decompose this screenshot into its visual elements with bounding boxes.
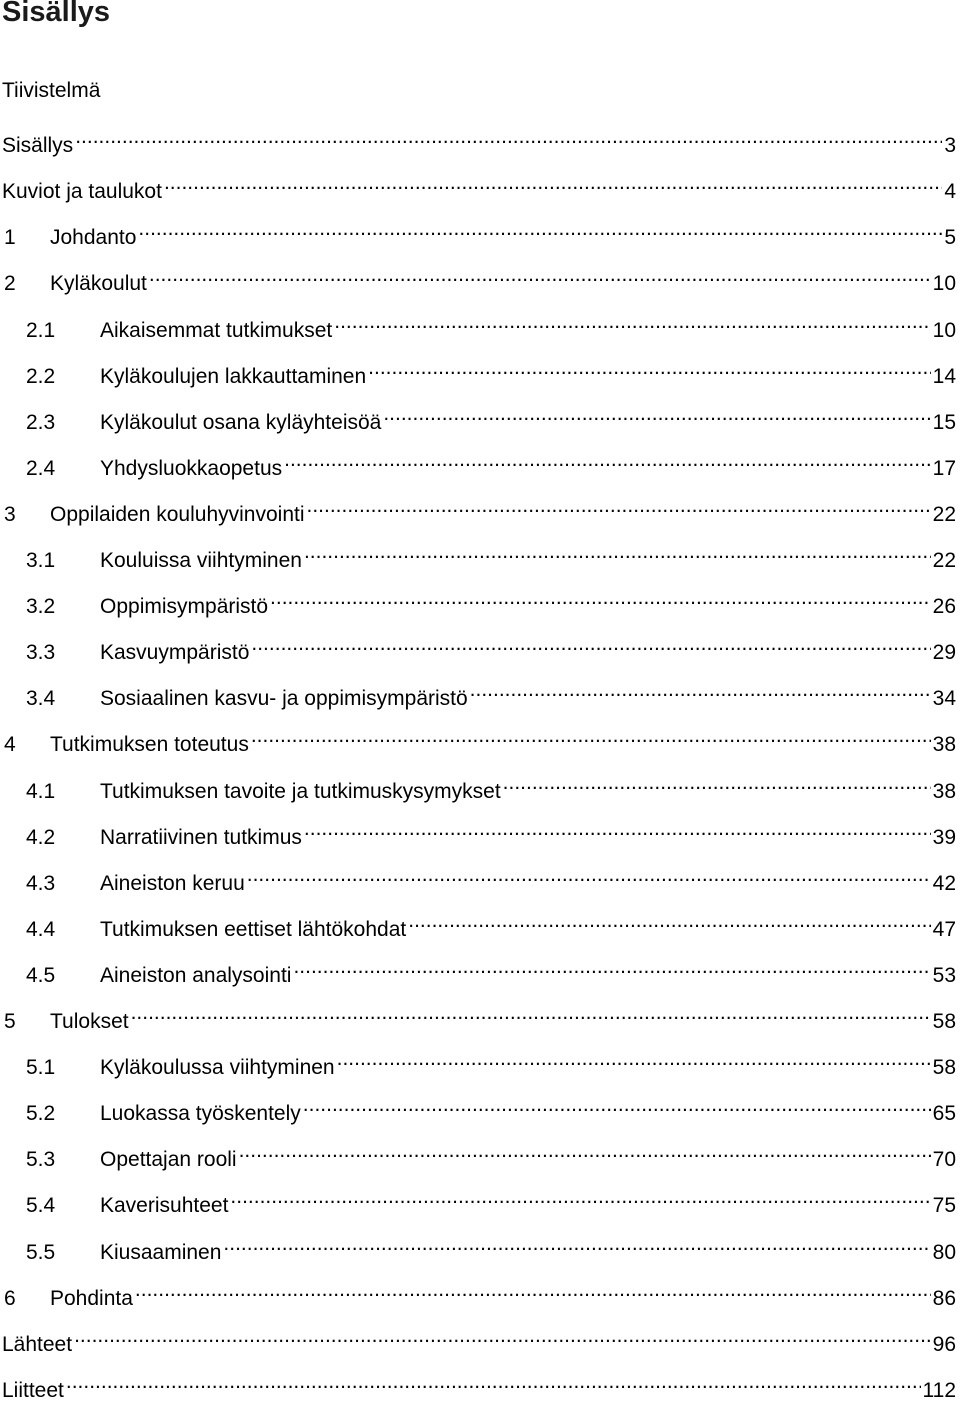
toc-entry[interactable] xyxy=(0,445,958,480)
toc-entry[interactable] xyxy=(0,1044,958,1079)
toc-entry-label: Yhdysluokkaopetus xyxy=(100,457,283,480)
toc-entry[interactable] xyxy=(0,952,958,987)
toc-dot-leader xyxy=(304,814,931,844)
toc-entry[interactable] xyxy=(0,906,958,941)
toc-entry-label: Kaverisuhteet xyxy=(100,1194,229,1217)
toc-entry-label: Tulokset xyxy=(50,1010,129,1033)
toc-entry-label: Kuviot ja taulukot xyxy=(2,180,162,203)
toc-entry[interactable] xyxy=(0,168,958,203)
toc-entry-label: Sosiaalinen kasvu- ja oppimisympäristö xyxy=(100,687,468,710)
toc-entry[interactable] xyxy=(0,1229,958,1264)
toc-entry[interactable] xyxy=(0,721,958,756)
toc-entry[interactable] xyxy=(0,675,958,710)
toc-entry-number: 4 xyxy=(4,733,16,756)
toc-entry-label: Opettajan rooli xyxy=(100,1148,237,1171)
toc-entry-label: Kyläkoulut xyxy=(50,272,147,295)
toc-entry[interactable] xyxy=(0,583,958,618)
toc-entry-label: Kasvuympäristö xyxy=(100,641,250,664)
toc-dot-leader xyxy=(223,1229,930,1259)
toc-entry-page-number: 42 xyxy=(932,872,956,895)
toc-entry-page-number: 5 xyxy=(944,226,956,249)
toc-dot-leader xyxy=(135,1275,931,1305)
toc-entry[interactable] xyxy=(0,1367,958,1402)
toc-dot-leader xyxy=(383,399,930,429)
toc-entry-number: 5.5 xyxy=(26,1241,56,1264)
toc-entry[interactable] xyxy=(0,860,958,895)
toc-dot-leader xyxy=(239,1136,931,1166)
toc-entry[interactable] xyxy=(0,814,958,849)
toc-entry-page-number: 47 xyxy=(932,918,956,941)
toc-entry-label: Aikaisemmat tutkimukset xyxy=(100,319,333,342)
toc-dot-leader xyxy=(470,675,931,705)
toc-entry-number: 4.2 xyxy=(26,826,56,849)
toc-entry-page-number: 70 xyxy=(932,1148,956,1171)
toc-entry[interactable] xyxy=(0,998,958,1033)
toc-entry-number: 3.1 xyxy=(26,549,56,572)
toc-entry-number: 3 xyxy=(4,503,16,526)
toc-entry-page-number: 34 xyxy=(932,687,956,710)
toc-entry-page-number: 10 xyxy=(932,319,956,342)
toc-entry[interactable] xyxy=(0,491,958,526)
toc-entry[interactable] xyxy=(0,1275,958,1310)
toc-entry-number: 5 xyxy=(4,1010,16,1033)
toc-dot-leader xyxy=(368,353,930,383)
toc-entry-label: Aineiston keruu xyxy=(100,872,245,895)
toc-dot-leader xyxy=(303,1090,931,1120)
toc-dot-leader xyxy=(270,583,931,613)
toc-entry-page-number: 29 xyxy=(932,641,956,664)
toc-entry-label: Kiusaaminen xyxy=(100,1241,222,1264)
toc-entry-number: 6 xyxy=(4,1287,16,1310)
toc-entry-number: 2 xyxy=(4,272,16,295)
toc-entry[interactable] xyxy=(0,1321,958,1356)
toc-dot-leader xyxy=(66,1367,921,1397)
toc-entry[interactable] xyxy=(0,629,958,664)
toc-entry[interactable] xyxy=(0,307,958,342)
toc-entry[interactable] xyxy=(0,399,958,434)
toc-dot-leader xyxy=(304,537,931,567)
toc-entry-number: 2.3 xyxy=(26,411,56,434)
toc-entry-label: Tutkimuksen eettiset lähtökohdat xyxy=(100,918,407,941)
toc-dot-leader xyxy=(503,768,931,798)
toc-entry-number: 3.4 xyxy=(26,687,56,710)
toc-dot-leader xyxy=(408,906,930,936)
toc-entry-number: 5.2 xyxy=(26,1102,56,1125)
toc-entry-number: 2.1 xyxy=(26,319,56,342)
toc-entry-page-number: 38 xyxy=(932,733,956,756)
toc-dot-leader xyxy=(138,214,942,244)
toc-entry-page-number: 10 xyxy=(932,272,956,295)
toc-dot-leader xyxy=(164,168,942,198)
toc-entry-page-number: 53 xyxy=(932,964,956,987)
toc-entry-number: 5.3 xyxy=(26,1148,56,1171)
toc-entry-page-number: 3 xyxy=(944,134,956,157)
toc-entry-page-number: 22 xyxy=(932,503,956,526)
toc-entry-page-number: 15 xyxy=(932,411,956,434)
toc-dot-leader xyxy=(307,491,931,521)
toc-entry[interactable] xyxy=(0,1090,958,1125)
toc-entry[interactable] xyxy=(0,353,958,388)
toc-entry-number: 3.2 xyxy=(26,595,56,618)
toc-dot-leader xyxy=(247,860,931,890)
toc-entry[interactable] xyxy=(0,76,958,106)
toc-entry-label: Johdanto xyxy=(50,226,137,249)
toc-dot-leader xyxy=(251,721,931,751)
toc-dot-leader xyxy=(334,307,930,337)
toc-entry-page-number: 39 xyxy=(932,826,956,849)
toc-entry[interactable] xyxy=(0,122,958,157)
toc-entry-label: Kyläkoulut osana kyläyhteisöä xyxy=(100,411,382,434)
toc-entry-number: 4.5 xyxy=(26,964,56,987)
toc-entry-label: Aineiston analysointi xyxy=(100,964,292,987)
toc-entry-page-number: 14 xyxy=(932,365,956,388)
toc-dot-leader xyxy=(149,260,931,290)
toc-entry[interactable] xyxy=(0,214,958,249)
toc-entry-label: Oppilaiden kouluhyvinvointi xyxy=(50,503,305,526)
toc-entry-page-number: 38 xyxy=(932,780,956,803)
toc-entry-page-number: 4 xyxy=(944,180,956,203)
toc-dot-leader xyxy=(230,1182,930,1212)
toc-entry-label: Kouluissa viihtyminen xyxy=(100,549,302,572)
toc-entry-label: Kyläkoulujen lakkauttaminen xyxy=(100,365,367,388)
toc-dot-leader xyxy=(131,998,931,1028)
toc-entry-number: 5.4 xyxy=(26,1194,56,1217)
toc-entry-page-number: 86 xyxy=(932,1287,956,1310)
toc-entry-page-number: 96 xyxy=(932,1333,956,1356)
toc-entry-label: Luokassa työskentely xyxy=(100,1102,301,1125)
toc-entry-page-number: 17 xyxy=(932,457,956,480)
toc-entry-label: Oppimisympäristö xyxy=(100,595,269,618)
toc-entry[interactable] xyxy=(0,260,958,295)
toc-entry-page-number: 80 xyxy=(932,1241,956,1264)
toc-entry-label: Tutkimuksen toteutus xyxy=(50,733,249,756)
toc-entry-number: 4.4 xyxy=(26,918,56,941)
toc-dot-leader xyxy=(75,122,942,152)
toc-entry-page-number: 26 xyxy=(932,595,956,618)
toc-entry-number: 3.3 xyxy=(26,641,56,664)
toc-entry-page-number: 112 xyxy=(922,1379,956,1402)
toc-entry-page-number: 22 xyxy=(932,549,956,572)
toc-entry-label: Narratiivinen tutkimus xyxy=(100,826,302,849)
page-title: Sisällys xyxy=(2,0,111,28)
toc-entry-number: 4.1 xyxy=(26,780,56,803)
toc-entry-label: Pohdinta xyxy=(50,1287,133,1310)
toc-entry-number: 2.4 xyxy=(26,457,56,480)
toc-entry-number: 2.2 xyxy=(26,365,56,388)
toc-entry-page-number: 75 xyxy=(932,1194,956,1217)
toc-dot-leader xyxy=(337,1044,931,1074)
toc-entry[interactable] xyxy=(0,768,958,803)
toc-entry-page-number: 58 xyxy=(932,1010,956,1033)
toc-entry-page-number: 58 xyxy=(932,1056,956,1079)
toc-dot-leader xyxy=(74,1321,931,1351)
toc-dot-leader xyxy=(284,445,931,475)
toc-entry[interactable] xyxy=(0,1182,958,1217)
toc-entry-label: Lähteet xyxy=(2,1333,73,1356)
toc-entry-label: Sisällys xyxy=(2,134,74,157)
toc-dot-leader xyxy=(251,629,930,659)
toc-entry[interactable] xyxy=(0,537,958,572)
toc-entry-label: Liitteet xyxy=(2,1379,64,1402)
toc-entry-page-number: 65 xyxy=(932,1102,956,1125)
toc-entry-number: 5.1 xyxy=(26,1056,56,1079)
toc-entry-label: Tutkimuksen tavoite ja tutkimuskysymykset xyxy=(100,780,501,803)
toc-entry-label: Kyläkoulussa viihtyminen xyxy=(100,1056,335,1079)
toc-entry-number: 1 xyxy=(4,226,16,249)
toc-dot-leader xyxy=(293,952,930,982)
toc-entry-number: 4.3 xyxy=(26,872,56,895)
toc-entry-label: Tiivistelmä xyxy=(2,79,101,102)
toc-entry[interactable] xyxy=(0,1136,958,1171)
